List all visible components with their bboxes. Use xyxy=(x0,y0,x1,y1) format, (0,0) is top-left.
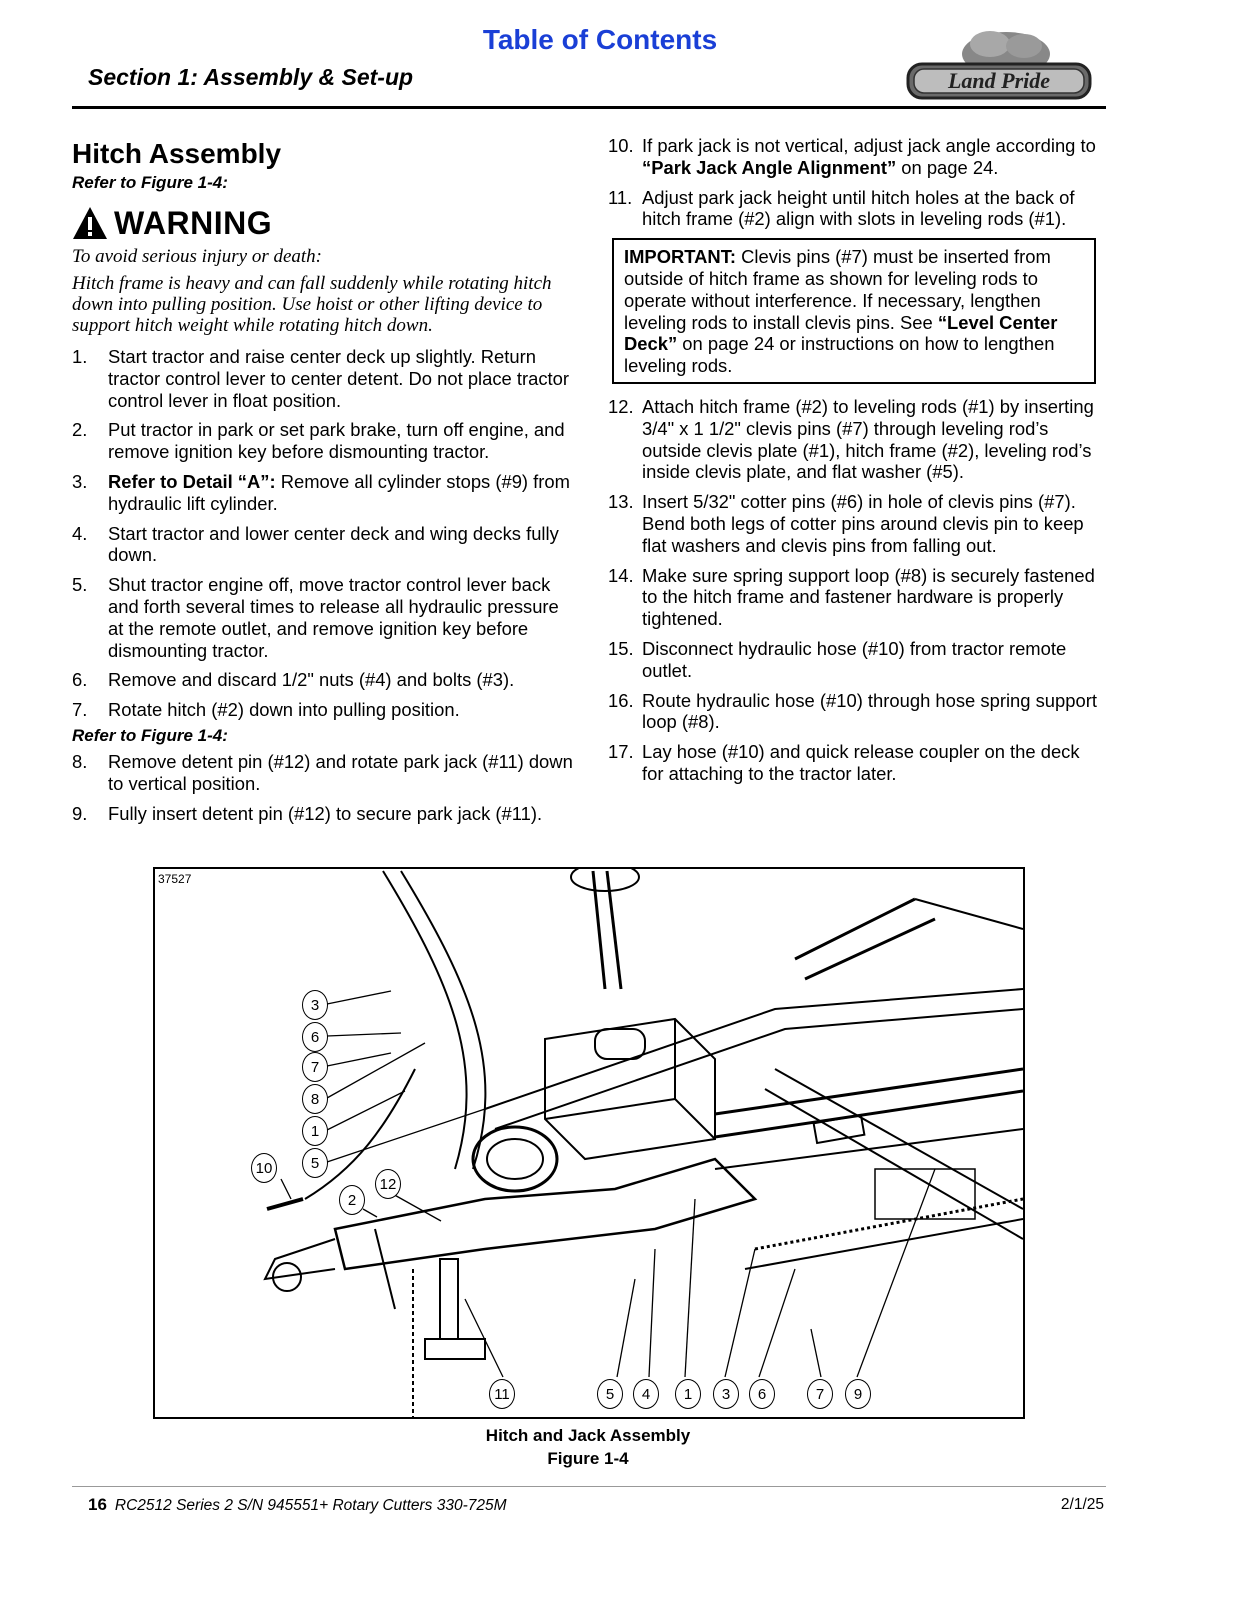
step-text: Start tractor and raise center deck up slightly. Return tractor control lever to center detent. Do not place tractor control lever in float position. xyxy=(108,346,570,411)
right-column xyxy=(608,135,1104,793)
step-number: 6. xyxy=(72,669,88,691)
step-number: 9. xyxy=(72,802,88,824)
step-text: Shut tractor engine off, move tractor control lever back and forth several times to release all hydraulic pressure at the remote outlet, and remove ignition key before dismounting tractor. xyxy=(108,574,559,661)
important-text: Clevis pins (#7) must be inserted from outside of hitch frame as shown for leveling rods to operate without interference. If necessary, lengthen leveling rods to install clevis pins. See xyxy=(624,246,1051,333)
important-note-box xyxy=(612,238,1096,384)
callout-part-1-bottom: 1 xyxy=(675,1379,701,1409)
step-number: 13. xyxy=(608,491,634,513)
logo-graphic xyxy=(904,26,1104,106)
step-text-rest: Remove all cylinder stops (#9) from hydraulic lift cylinder. xyxy=(108,470,570,514)
list-item xyxy=(72,471,576,515)
list-item xyxy=(72,574,576,661)
steps-list-3 xyxy=(608,135,1104,230)
step-number: 2. xyxy=(72,419,88,441)
step-text-post: on page 24. xyxy=(896,156,999,178)
land-pride-logo xyxy=(904,26,1104,106)
list-item xyxy=(608,565,1104,630)
warning-label: WARNING xyxy=(114,204,273,241)
list-item xyxy=(608,638,1104,682)
hitch-jack-figure xyxy=(153,867,1025,1419)
list-item xyxy=(72,523,576,567)
section-title: Section 1: Assembly & Set-up xyxy=(88,64,414,90)
callout-part-3: 3 xyxy=(302,990,328,1020)
step-text: Lay hose (#10) and quick release coupler on the deck for attaching to the tractor later. xyxy=(642,741,1080,784)
caption-figure-number: Figure 1-4 xyxy=(547,1449,629,1468)
callout-part-4-bottom: 4 xyxy=(633,1379,659,1409)
important-label: IMPORTANT: xyxy=(624,246,737,268)
step-text-pre: If park jack is not vertical, adjust jack angle according to xyxy=(642,135,1096,156)
refer-to-figure: Refer to Figure 1-4: xyxy=(72,173,228,192)
step-number: 11. xyxy=(608,186,633,208)
important-text-2: on page 24 or instructions on how to lengthen leveling rods. xyxy=(624,333,1055,377)
callout-part-2: 2 xyxy=(339,1185,365,1215)
figure-id-number: 37527 xyxy=(158,872,192,886)
callout-part-7-bottom: 7 xyxy=(807,1379,833,1409)
list-item xyxy=(72,419,576,463)
step-text: Insert 5/32" cotter pins (#6) in hole of clevis pins (#7). Bend both legs of cotter pins around clevis pin to keep flat washers and clevis pins from falling out. xyxy=(642,491,1084,556)
step-text: Rotate hitch (#2) down into pulling position. xyxy=(108,699,460,721)
step-text: Remove detent pin (#12) and rotate park jack (#11) down to vertical position. xyxy=(108,750,573,794)
header-rule xyxy=(72,106,1106,109)
steps-list-2 xyxy=(72,751,576,824)
step-text: Route hydraulic hose (#10) through hose spring support loop (#8). xyxy=(642,689,1097,733)
footer-rule xyxy=(72,1486,1106,1487)
page-number: 16 xyxy=(88,1495,107,1514)
list-item xyxy=(608,396,1104,483)
callout-part-9-bottom: 9 xyxy=(845,1379,871,1409)
callout-part-5: 5 xyxy=(302,1148,328,1178)
list-item xyxy=(72,751,576,795)
step-text: Attach hitch frame (#2) to leveling rods (#1) by inserting 3/4" x 1 1/2" clevis pins (#7) through leveling rod’s outside clevis plate (#1), hitch frame (#2), leveling rod’s inside clevis plate, and flat washer (#5). xyxy=(642,395,1094,483)
section-heading: Hitch Assembly xyxy=(72,138,282,169)
callout-part-6-bottom: 6 xyxy=(749,1379,775,1409)
step-number: 5. xyxy=(72,574,88,596)
step-number: 8. xyxy=(72,750,88,772)
callout-part-7: 7 xyxy=(302,1052,328,1082)
list-item xyxy=(608,135,1104,179)
list-item xyxy=(72,346,576,411)
step-number: 7. xyxy=(72,699,88,721)
logo-text: Land Pride xyxy=(947,68,1051,93)
step-bold-ref: Refer to Detail “A”: xyxy=(108,470,276,492)
callout-part-10: 10 xyxy=(251,1153,277,1183)
step-number: 4. xyxy=(72,522,88,544)
callout-part-3-bottom: 3 xyxy=(713,1379,739,1409)
callout-part-11-bottom: 11 xyxy=(489,1379,515,1409)
footer-doc-info xyxy=(88,1495,507,1515)
callout-part-6: 6 xyxy=(302,1022,328,1052)
list-item xyxy=(608,491,1104,556)
steps-list xyxy=(72,346,576,721)
step-number: 17. xyxy=(608,741,634,763)
step-text: Disconnect hydraulic hose (#10) from tractor remote outlet. xyxy=(642,637,1067,681)
list-item xyxy=(608,741,1104,785)
list-item xyxy=(608,187,1104,231)
list-item xyxy=(608,690,1104,734)
hitch-jack-illustration xyxy=(155,869,1023,1417)
step-number: 16. xyxy=(608,689,634,711)
step-text: Put tractor in park or set park brake, turn off engine, and remove ignition key before dismounting tractor. xyxy=(108,419,565,463)
step-text: Start tractor and lower center deck and wing decks fully down. xyxy=(108,522,559,566)
step-text: Fully insert detent pin (#12) to secure park jack (#11). xyxy=(108,802,543,824)
step-text: Remove and discard 1/2" nuts (#4) and bolts (#3). xyxy=(108,669,515,691)
step-text xyxy=(108,471,576,515)
callout-part-12: 12 xyxy=(375,1169,401,1199)
step-text: Make sure spring support loop (#8) is securely fastened to the hitch frame and fastener hardware is properly tightened. xyxy=(642,564,1095,630)
callout-part-5-bottom: 5 xyxy=(597,1379,623,1409)
step-text: Adjust park jack height until hitch holes at the back of hitch frame (#2) align with slots in leveling rods (#1). xyxy=(642,186,1075,230)
step-number: 1. xyxy=(72,346,88,367)
list-item xyxy=(72,803,576,825)
step-number: 3. xyxy=(72,470,88,492)
step-number: 12. xyxy=(608,395,634,417)
refer-to-figure-2: Refer to Figure 1-4: xyxy=(72,725,228,745)
step-number: 14. xyxy=(608,564,634,586)
table-of-contents-link[interactable]: Table of Contents xyxy=(482,24,718,55)
step-number: 10. xyxy=(608,135,634,156)
steps-list-4 xyxy=(608,396,1104,785)
warning-intro: To avoid serious injury or death: xyxy=(72,246,322,267)
list-item xyxy=(72,669,576,691)
level-center-deck-link[interactable]: “Level Center Deck” xyxy=(624,311,1058,355)
park-jack-alignment-link[interactable]: “Park Jack Angle Alignment” xyxy=(642,156,897,178)
callout-part-1: 1 xyxy=(302,1116,328,1146)
caption-title: Hitch and Jack Assembly xyxy=(485,1426,691,1445)
step-number: 15. xyxy=(608,637,634,659)
left-column xyxy=(72,138,576,832)
footer-date: 2/1/25 xyxy=(1060,1496,1104,1513)
warning-header xyxy=(72,200,576,246)
warning-body: Hitch frame is heavy and can fall suddenly while rotating hitch down into pulling position. Use hoist or other lifting device to support hitch weight while rotating hitch down. xyxy=(72,273,552,336)
list-item xyxy=(72,699,576,721)
callout-part-8: 8 xyxy=(302,1084,328,1114)
warning-triangle-icon xyxy=(72,206,108,240)
document-title: RC2512 Series 2 S/N 945551+ Rotary Cutters 330-725M xyxy=(114,1497,507,1514)
figure-caption xyxy=(388,1424,788,1470)
step-text xyxy=(642,135,1104,179)
